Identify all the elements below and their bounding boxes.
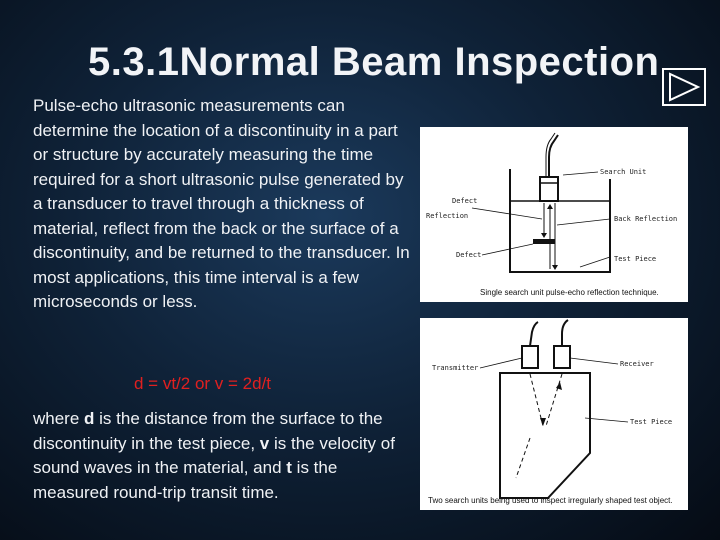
irregular-test-piece-shape [500,373,590,498]
var-d: d [84,409,95,428]
label-transmitter: Transmitter [432,364,479,372]
search-unit-shape [540,177,558,201]
defect-shape [533,239,555,244]
receiver-shape [554,346,570,368]
label-test-piece: Test Piece [614,255,657,263]
label-test-piece-2: Test Piece [630,418,673,426]
figure1-caption: Single search unit pulse-echo reflection technique. [480,288,659,297]
label-back-reflection: Back Reflection [614,215,678,223]
two-search-unit-diagram [420,318,688,510]
var-v: v [259,433,270,453]
where-text-4: is the measured round-trip transit time. [33,458,338,502]
formula-text: d = vt/2 or v = 2d/t [134,374,272,393]
figure2-caption: Two search units being used to inspect irregularly shaped test object. [428,496,673,505]
where-text-2: is the distance from the surface to the discontinuity in the test piece, [33,409,383,453]
play-triangle-icon [664,70,704,104]
variable-definitions [33,407,413,505]
var-t: t [286,458,292,477]
label-defect-reflection-2: Reflection [426,212,469,220]
where-text-1: where [33,409,85,428]
transmitter-shape [522,346,538,368]
label-receiver: Receiver [620,360,654,368]
where-text-3: is the velocity of sound waves in the material, and [33,433,395,477]
label-defect-reflection-1: Defect [452,197,478,205]
label-search-unit: Search Unit [600,168,647,176]
slide-title: 5.3.1Normal Beam Inspection [88,40,660,84]
label-defect: Defect [456,251,482,259]
next-slide-button[interactable] [662,68,706,106]
body-paragraph: Pulse-echo ultrasonic measurements can determine the location of a discontinuity in a part or structure by accurately measuring the time required for a short ultrasonic pulse generated by a transducer to travel through a thickness of material, reflect from the back or the surface of a discontinuity, and be returned to the transducer. In most applications, this time interval is a few microseconds or less. [33,96,410,311]
pulse-echo-diagram [420,127,688,302]
